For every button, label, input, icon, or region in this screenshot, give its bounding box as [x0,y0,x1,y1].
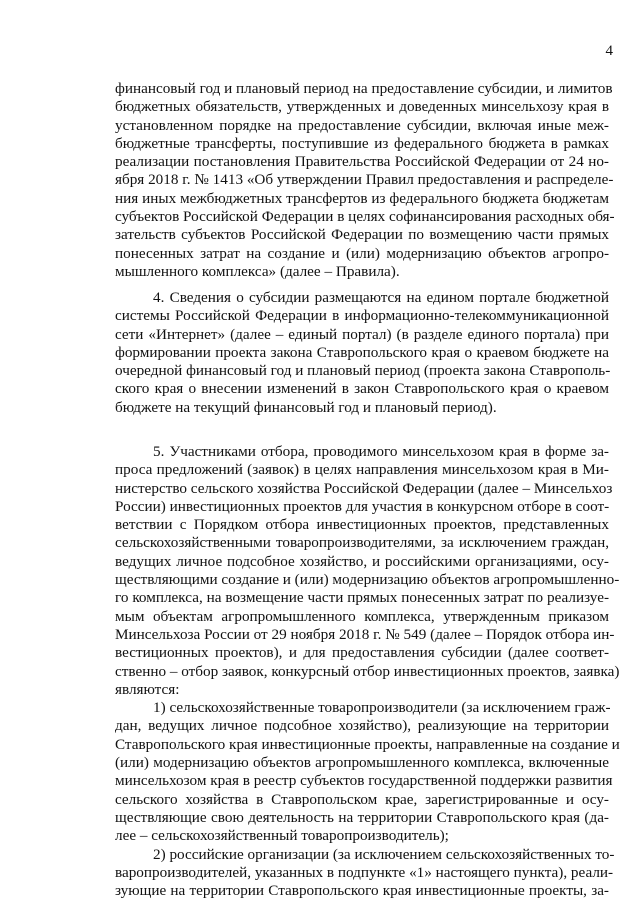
text-line: очередной финансовый год и плановый период (проекта закона Ставрополь- [115,362,611,380]
text-line: сельского хозяйства в Ставропольском крае, зарегистрированные и осу- [115,790,609,808]
text-line: лее – сельскохозяйственный товаропроизводитель); [115,827,449,845]
text-line: мышленного комплекса» (далее – Правила). [115,262,400,280]
text-line: го комплекса, на возмещение части прямых понесенных затрат по реализуе- [115,589,609,607]
text-line: реализации постановления Правительства Российской Федерации от 24 но- [115,153,609,171]
paragraph-item-5 [115,443,620,900]
text-line: варопроизводителей, указанных в подпункте «1» настоящего пункта), реали- [115,863,614,881]
text-line: Минсельхоза России от 29 ноября 2018 г. № 549 (далее – Порядок отбора ин- [115,625,615,643]
text-line: ветствии с Порядком отбора инвестиционных проектов, представленных [115,516,609,534]
text-line: дан, ведущих личное подсобное хозяйство), реализующие на территории [115,717,609,735]
text-line: ственно – отбор заявок, конкурсный отбор инвестиционных проектов, заявка) [115,662,620,680]
text-line: 5. Участниками отбора, проводимого минсельхозом края в форме за- [153,443,609,460]
paragraph-continuation [115,80,615,281]
text-line: ского края о внесении изменений в закон Ставропольского края о краевом [115,380,609,398]
text-line: субъектов Российской Федерации в целях софинансирования расходных обя- [115,208,615,226]
text-line: зующие на территории Ставропольского края инвестиционные проекты, за- [115,882,609,900]
text-line: минсельхозом края в реестр субъектов государственной поддержки развития [115,772,613,790]
text-line: формировании проекта закона Ставропольского края о краевом бюджете на [115,343,609,361]
text-line: вестиционных проектов), и для предоставления субсидии (далее соответ- [115,644,609,662]
text-line: системы Российской Федерации в информационно-телекоммуникационной [115,307,609,325]
text-line: ществляющими создание и (или) модернизацию объектов агропромышленно- [115,571,620,589]
text-line: сети «Интернет» (далее – единый портал) (в разделе единого портала) при [115,325,609,343]
text-line: (или) модернизацию объектов агропромышленного комплекса, включенные [115,754,609,772]
text-line: ществляющие свою деятельность на территории Ставропольского края (да- [115,808,609,826]
text-line: мым объектам агропромышленного комплекса, утвержденным приказом [115,607,609,625]
text-line: 2) российские организации (за исключением сельскохозяйственных то- [153,845,615,863]
text-line: бюджете на текущий финансовый год и плановый период). [115,398,497,416]
text-line: понесенных затрат на создание и (или) модернизацию объектов агропро- [115,244,609,262]
text-line: финансовый год и плановый период на предоставление субсидии, и лимитов [115,80,613,97]
page-number: 4 [605,43,613,59]
text-line: сельскохозяйственными товаропроизводителями, за исключением граждан, [115,534,609,552]
text-line: установленном порядке на предоставление субсидии, включая иные меж- [115,116,609,134]
text-line: Ставропольского края инвестиционные проекты, направленные на создание и [115,735,620,753]
text-line: 1) сельскохозяйственные товаропроизводители (за исключением граж- [153,699,611,717]
text-line: ния иных межбюджетных трансфертов из федерального бюджета бюджетам [115,189,609,207]
text-line: бюджетных обязательств, утвержденных и доведенных минсельхозу края в [115,98,609,116]
text-line: 4. Сведения о субсидии размещаются на едином портале бюджетной [153,289,609,306]
text-line: являются: [115,680,180,698]
text-line: проса предложений (заявок) в целях направления минсельхозом края в Ми- [115,461,609,479]
text-line: ября 2018 г. № 1413 «Об утверждении Правил предоставления и распределе- [115,171,614,189]
text-line: России) инвестиционных проектов для участия в конкурсном отборе в соот- [115,497,610,515]
paragraph-item-4 [115,289,609,417]
text-line: ведущих личное подсобное хозяйство, и российскими организациями, осу- [115,552,609,570]
text-line: бюджетные трансферты, поступившие из федерального бюджета в рамках [115,134,609,152]
text-line: нистерство сельского хозяйства Российской Федерации (далее – Минсельхоз [115,479,613,497]
text-line: зательств субъектов Российской Федерации по возмещению части прямых [115,226,609,244]
